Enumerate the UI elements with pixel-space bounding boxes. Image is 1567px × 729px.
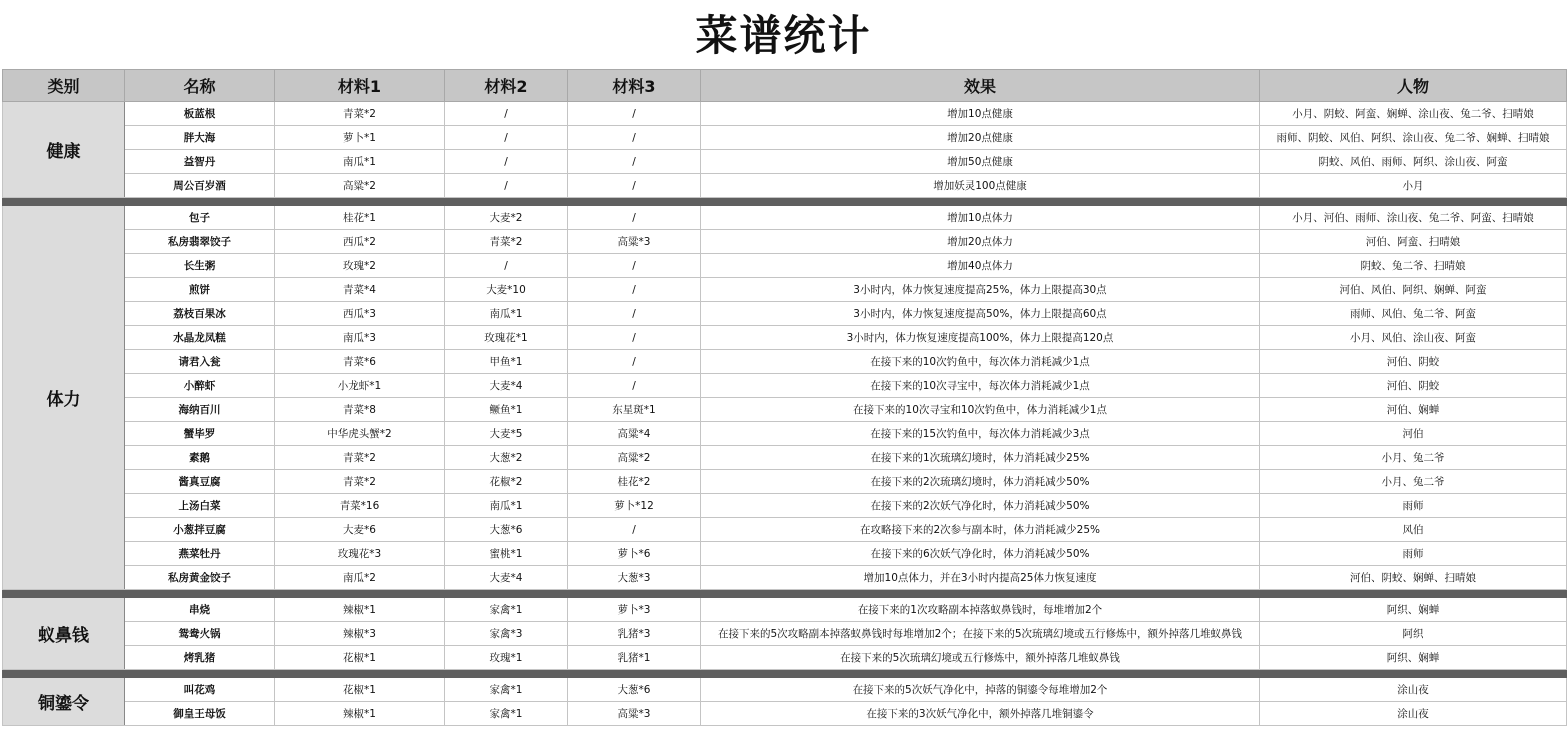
material-1: 花椒*1 xyxy=(275,678,445,702)
material-2: 南瓜*1 xyxy=(445,494,568,518)
effect: 在接下来的3次妖气净化中，额外掉落几堆铜鎏令 xyxy=(701,702,1260,726)
people: 风伯 xyxy=(1260,518,1567,542)
effect: 在接下来的2次妖气净化时，体力消耗减少50% xyxy=(701,494,1260,518)
recipe-name: 素鹅 xyxy=(125,446,275,470)
material-2: 蜜桃*1 xyxy=(445,542,568,566)
header-material-1: 材料1 xyxy=(275,70,445,102)
material-1: 青菜*6 xyxy=(275,350,445,374)
people: 河伯、阴蛟 xyxy=(1260,350,1567,374)
table-row xyxy=(3,174,1567,198)
table-row xyxy=(3,678,1567,702)
people: 雨师、阴蛟、风伯、阿织、涂山夜、兔二爷、娴蝉、扫晴娘 xyxy=(1260,126,1567,150)
recipe-name: 御皇王母饭 xyxy=(125,702,275,726)
people: 涂山夜 xyxy=(1260,702,1567,726)
effect: 在攻略接下来的2次参与副本时，体力消耗减少25% xyxy=(701,518,1260,542)
recipe-name: 煎饼 xyxy=(125,278,275,302)
effect: 3小时内，体力恢复速度提高50%，体力上限提高60点 xyxy=(701,302,1260,326)
material-3: 高粱*2 xyxy=(568,446,701,470)
recipe-name: 燕菜牡丹 xyxy=(125,542,275,566)
recipe-name: 海纳百川 xyxy=(125,398,275,422)
recipe-name: 烤乳猪 xyxy=(125,646,275,670)
page-title: 菜谱统计 xyxy=(695,11,872,60)
material-3: 萝卜*6 xyxy=(568,542,701,566)
effect: 在接下来的10次钓鱼中，每次体力消耗减少1点 xyxy=(701,350,1260,374)
group-separator-bar xyxy=(3,590,1567,598)
header-effect: 效果 xyxy=(701,70,1260,102)
effect: 在接下来的10次寻宝和10次钓鱼中，体力消耗减少1点 xyxy=(701,398,1260,422)
recipe-name: 蟹毕罗 xyxy=(125,422,275,446)
table-row xyxy=(3,598,1567,622)
header-people: 人物 xyxy=(1260,70,1567,102)
material-2: 玫瑰花*1 xyxy=(445,326,568,350)
material-3: 萝卜*12 xyxy=(568,494,701,518)
effect: 在接下来的1次琉璃幻境时，体力消耗减少25% xyxy=(701,446,1260,470)
material-2: 甲鱼*1 xyxy=(445,350,568,374)
effect: 增加40点体力 xyxy=(701,254,1260,278)
recipe-name: 小葱拌豆腐 xyxy=(125,518,275,542)
recipe-table xyxy=(2,69,1567,726)
table-row xyxy=(3,702,1567,726)
table-row xyxy=(3,542,1567,566)
people: 河伯、阴蛟、娴蝉、扫晴娘 xyxy=(1260,566,1567,590)
recipe-name: 益智丹 xyxy=(125,150,275,174)
material-3: 大葱*3 xyxy=(568,566,701,590)
table-row xyxy=(3,206,1567,230)
material-1: 高粱*2 xyxy=(275,174,445,198)
table-row xyxy=(3,350,1567,374)
header-material-3: 材料3 xyxy=(568,70,701,102)
material-3: / xyxy=(568,254,701,278)
table-row xyxy=(3,102,1567,126)
material-3: 东星斑*1 xyxy=(568,398,701,422)
material-1: 青菜*16 xyxy=(275,494,445,518)
group-separator xyxy=(3,198,1567,206)
material-1: 青菜*4 xyxy=(275,278,445,302)
material-2: 家禽*3 xyxy=(445,622,568,646)
material-1: 小龙虾*1 xyxy=(275,374,445,398)
recipe-name: 鸳鸯火锅 xyxy=(125,622,275,646)
material-1: 南瓜*1 xyxy=(275,150,445,174)
material-3: / xyxy=(568,518,701,542)
material-1: 辣椒*1 xyxy=(275,598,445,622)
material-3: 桂花*2 xyxy=(568,470,701,494)
effect: 3小时内，体力恢复速度提高100%，体力上限提高120点 xyxy=(701,326,1260,350)
material-3: / xyxy=(568,374,701,398)
material-2: 大葱*2 xyxy=(445,446,568,470)
material-2: 花椒*2 xyxy=(445,470,568,494)
table-row xyxy=(3,326,1567,350)
effect: 增加10点健康 xyxy=(701,102,1260,126)
material-2: 南瓜*1 xyxy=(445,302,568,326)
material-1: 青菜*2 xyxy=(275,102,445,126)
material-1: 花椒*1 xyxy=(275,646,445,670)
table-row xyxy=(3,150,1567,174)
material-2: 大麦*10 xyxy=(445,278,568,302)
material-3: / xyxy=(568,350,701,374)
table-row xyxy=(3,302,1567,326)
material-3: / xyxy=(568,278,701,302)
material-2: 家禽*1 xyxy=(445,678,568,702)
recipe-name: 小醉虾 xyxy=(125,374,275,398)
recipe-name: 包子 xyxy=(125,206,275,230)
header-category: 类别 xyxy=(3,70,125,102)
effect: 在接下来的10次寻宝中，每次体力消耗减少1点 xyxy=(701,374,1260,398)
material-2: / xyxy=(445,150,568,174)
material-3: / xyxy=(568,302,701,326)
effect: 在接下来的15次钓鱼中，每次体力消耗减少3点 xyxy=(701,422,1260,446)
material-3: 乳猪*1 xyxy=(568,646,701,670)
material-3: 乳猪*3 xyxy=(568,622,701,646)
recipe-name: 叫花鸡 xyxy=(125,678,275,702)
effect: 增加10点体力，并在3小时内提高25体力恢复速度 xyxy=(701,566,1260,590)
people: 小月、河伯、雨师、涂山夜、兔二爷、阿蛮、扫晴娘 xyxy=(1260,206,1567,230)
material-3: / xyxy=(568,174,701,198)
group-separator xyxy=(3,590,1567,598)
effect: 在接下来的5次妖气净化中，掉落的铜鎏令每堆增加2个 xyxy=(701,678,1260,702)
category-cell: 铜鎏令 xyxy=(3,678,125,726)
material-3: / xyxy=(568,102,701,126)
table-row xyxy=(3,254,1567,278)
table-row xyxy=(3,446,1567,470)
people: 雨师 xyxy=(1260,542,1567,566)
material-2: 大葱*6 xyxy=(445,518,568,542)
material-2: 大麦*4 xyxy=(445,566,568,590)
material-2: 青菜*2 xyxy=(445,230,568,254)
table-body xyxy=(3,102,1567,726)
material-2: 大麦*5 xyxy=(445,422,568,446)
effect: 在接下来的6次妖气净化时，体力消耗减少50% xyxy=(701,542,1260,566)
people: 小月、阴蛟、阿蛮、娴蝉、涂山夜、兔二爷、扫晴娘 xyxy=(1260,102,1567,126)
material-2: / xyxy=(445,254,568,278)
material-1: 西瓜*3 xyxy=(275,302,445,326)
material-2: / xyxy=(445,102,568,126)
people: 阿织 xyxy=(1260,622,1567,646)
table-row xyxy=(3,622,1567,646)
material-1: 青菜*2 xyxy=(275,470,445,494)
group-separator xyxy=(3,670,1567,678)
people: 河伯、阴蛟 xyxy=(1260,374,1567,398)
recipe-name: 私房黄金饺子 xyxy=(125,566,275,590)
people: 小月、兔二爷 xyxy=(1260,446,1567,470)
material-1: 青菜*8 xyxy=(275,398,445,422)
material-3: 高粱*4 xyxy=(568,422,701,446)
category-cell: 健康 xyxy=(3,102,125,198)
table-row xyxy=(3,494,1567,518)
category-cell: 蚁鼻钱 xyxy=(3,598,125,670)
people: 阿织、娴蝉 xyxy=(1260,646,1567,670)
recipe-name: 私房翡翠饺子 xyxy=(125,230,275,254)
table-row xyxy=(3,646,1567,670)
material-2: 鳜鱼*1 xyxy=(445,398,568,422)
material-1: 玫瑰*2 xyxy=(275,254,445,278)
material-3: / xyxy=(568,206,701,230)
material-1: 西瓜*2 xyxy=(275,230,445,254)
recipe-name: 上汤白菜 xyxy=(125,494,275,518)
effect: 增加20点健康 xyxy=(701,126,1260,150)
material-2: / xyxy=(445,126,568,150)
material-3: 大葱*6 xyxy=(568,678,701,702)
material-1: 南瓜*2 xyxy=(275,566,445,590)
material-3: / xyxy=(568,126,701,150)
people: 河伯、娴蝉 xyxy=(1260,398,1567,422)
people: 雨师、风伯、兔二爷、阿蛮 xyxy=(1260,302,1567,326)
header-material-2: 材料2 xyxy=(445,70,568,102)
header-row xyxy=(3,70,1567,102)
recipe-name: 酱真豆腐 xyxy=(125,470,275,494)
people: 小月 xyxy=(1260,174,1567,198)
recipe-name: 水晶龙凤糕 xyxy=(125,326,275,350)
material-1: 萝卜*1 xyxy=(275,126,445,150)
people: 河伯 xyxy=(1260,422,1567,446)
material-1: 桂花*1 xyxy=(275,206,445,230)
people: 涂山夜 xyxy=(1260,678,1567,702)
category-cell: 体力 xyxy=(3,206,125,590)
material-3: 萝卜*3 xyxy=(568,598,701,622)
effect: 增加妖灵100点健康 xyxy=(701,174,1260,198)
table-row xyxy=(3,566,1567,590)
recipe-name: 胖大海 xyxy=(125,126,275,150)
effect: 在接下来的1次攻略副本掉落蚁鼻钱时，每堆增加2个 xyxy=(701,598,1260,622)
material-2: 大麦*2 xyxy=(445,206,568,230)
people: 雨师 xyxy=(1260,494,1567,518)
people: 小月、兔二爷 xyxy=(1260,470,1567,494)
effect: 3小时内，体力恢复速度提高25%，体力上限提高30点 xyxy=(701,278,1260,302)
people: 阴蛟、兔二爷、扫晴娘 xyxy=(1260,254,1567,278)
group-separator-bar xyxy=(3,198,1567,206)
material-1: 玫瑰花*3 xyxy=(275,542,445,566)
people: 河伯、风伯、阿织、娴蝉、阿蛮 xyxy=(1260,278,1567,302)
table-row xyxy=(3,230,1567,254)
table-row xyxy=(3,518,1567,542)
effect: 在接下来的2次琉璃幻境时，体力消耗减少50% xyxy=(701,470,1260,494)
recipe-name: 串烧 xyxy=(125,598,275,622)
recipe-name: 荔枝百果冰 xyxy=(125,302,275,326)
material-3: 高粱*3 xyxy=(568,702,701,726)
material-2: 家禽*1 xyxy=(445,702,568,726)
material-3: 高粱*3 xyxy=(568,230,701,254)
people: 小月、风伯、涂山夜、阿蛮 xyxy=(1260,326,1567,350)
people: 阴蛟、风伯、雨师、阿织、涂山夜、阿蛮 xyxy=(1260,150,1567,174)
material-2: 家禽*1 xyxy=(445,598,568,622)
material-1: 大麦*6 xyxy=(275,518,445,542)
recipe-name: 板蓝根 xyxy=(125,102,275,126)
effect: 增加50点健康 xyxy=(701,150,1260,174)
people: 河伯、阿蛮、扫晴娘 xyxy=(1260,230,1567,254)
recipe-name: 长生粥 xyxy=(125,254,275,278)
material-1: 中华虎头蟹*2 xyxy=(275,422,445,446)
people: 阿织、娴蝉 xyxy=(1260,598,1567,622)
material-2: 玫瑰*1 xyxy=(445,646,568,670)
material-3: / xyxy=(568,150,701,174)
material-1: 南瓜*3 xyxy=(275,326,445,350)
group-separator-bar xyxy=(3,670,1567,678)
table-row xyxy=(3,126,1567,150)
effect: 增加20点体力 xyxy=(701,230,1260,254)
material-3: / xyxy=(568,326,701,350)
effect: 增加10点体力 xyxy=(701,206,1260,230)
table-row xyxy=(3,470,1567,494)
material-2: 大麦*4 xyxy=(445,374,568,398)
recipe-name: 请君入瓮 xyxy=(125,350,275,374)
header-name: 名称 xyxy=(125,70,275,102)
effect: 在接下来的5次攻略副本掉落蚁鼻钱时每堆增加2个；在接下来的5次琉璃幻境或五行修炼中，额外掉落几堆蚁鼻钱 xyxy=(701,622,1260,646)
table-row xyxy=(3,278,1567,302)
material-1: 青菜*2 xyxy=(275,446,445,470)
recipe-name: 周公百岁酒 xyxy=(125,174,275,198)
material-1: 辣椒*1 xyxy=(275,702,445,726)
material-1: 辣椒*3 xyxy=(275,622,445,646)
table-row xyxy=(3,398,1567,422)
material-2: / xyxy=(445,174,568,198)
table-row xyxy=(3,422,1567,446)
table-row xyxy=(3,374,1567,398)
effect: 在接下来的5次琉璃幻境或五行修炼中，额外掉落几堆蚁鼻钱 xyxy=(701,646,1260,670)
